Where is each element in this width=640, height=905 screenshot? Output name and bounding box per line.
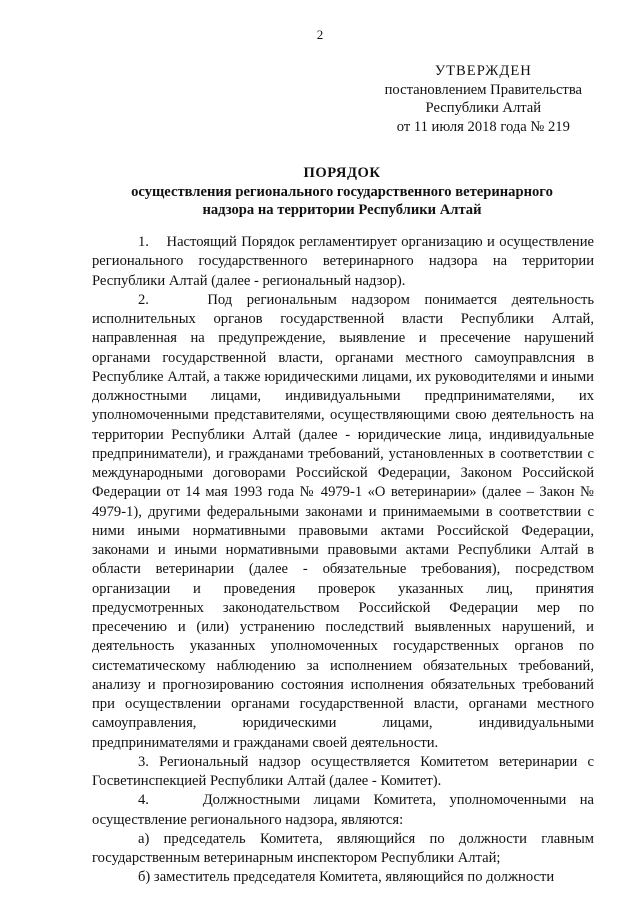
paragraph-4a: а) председатель Комитета, являющийся по должности главным государственным ветеринарным инспектором Республики Алтай; (92, 830, 594, 866)
approval-date: от 11 июля 2018 года № 219 (396, 118, 570, 135)
approval-stamp (385, 62, 582, 136)
paragraph-4: 4. Должностными лицами Комитета, уполномоченными на осуществление регионального надзора, являются: (92, 792, 594, 828)
title-line: осуществления регионального государственного ветеринарного (131, 183, 553, 200)
paragraph-1: 1. Настоящий Порядок регламентирует организацию и осуществление регионального государственного ветеринарного надзора на территории Республики Алтай (далее - региональный надзор). (92, 234, 594, 289)
title-main: ПОРЯДОК (303, 165, 381, 181)
title-line: надзора на территории Республики Алтай (202, 202, 482, 218)
paragraph-2: 2. Под региональным надзором понимается деятельность исполнительных органов государственной власти Республики Алтай, направленная на предупреждение, выявление и пресечение нарушений органами государственной власти, органами местного самоуправлсния в Республике Алтай, а также юридическими лицами, их руководителями и иными должностными лицами, индивидуальными предпринимателями, их уполномоченными представителями, осуществляющими свою деятельность на территории Республики Алтай (далее - юридические лица, индивидуальные предприниматели), и гражданами требований, установленных в соответствии с международными договорами Российской Федерации, Законом Российской Федерации от 14 мая 1993 года № 4979-1 «О ветеринарии» (далее – Закон № 4979-1), другими федеральными законами и принимаемыми в соответствии с ними иными нормативными правовыми актами Российской Федерации, законами и иными нормативными правовыми актами Республики Алтай в области ветеринарии (далее - обязательные требования), посредством организации и проведения проверок указанных лиц, принятия предусмотренных законодательством Российской Федерации мер по пресечению и (или) устранению последствий выявленных нарушений, и деятельность указанных уполномоченных государственных органов по систематическому наблюдению за исполнением обязательных требований, анализу и прогнозированию состояния исполнения обязательных требований при осуществлении органами государственной власти, органами местного самоуправления, юридическими лицами, индивидуальными предпринимателями и гражданами своей деятельности. (92, 291, 594, 751)
approval-line: постановлением Правительства (384, 81, 582, 98)
document-title (92, 164, 592, 220)
document-body (92, 233, 594, 888)
paragraph-3: 3. Региональный надзор осуществляется Комитетом ветеринарии с Госветинспекцией Республики Алтай (далее - Комитет). (92, 753, 594, 789)
approval-title: УТВЕРЖДЕН (434, 63, 532, 79)
approval-line: Республики Алтай (425, 100, 542, 116)
paragraph-4b: б) заместитель председателя Комитета, являющийся по должности (138, 869, 555, 886)
page-number: 2 (316, 27, 324, 42)
